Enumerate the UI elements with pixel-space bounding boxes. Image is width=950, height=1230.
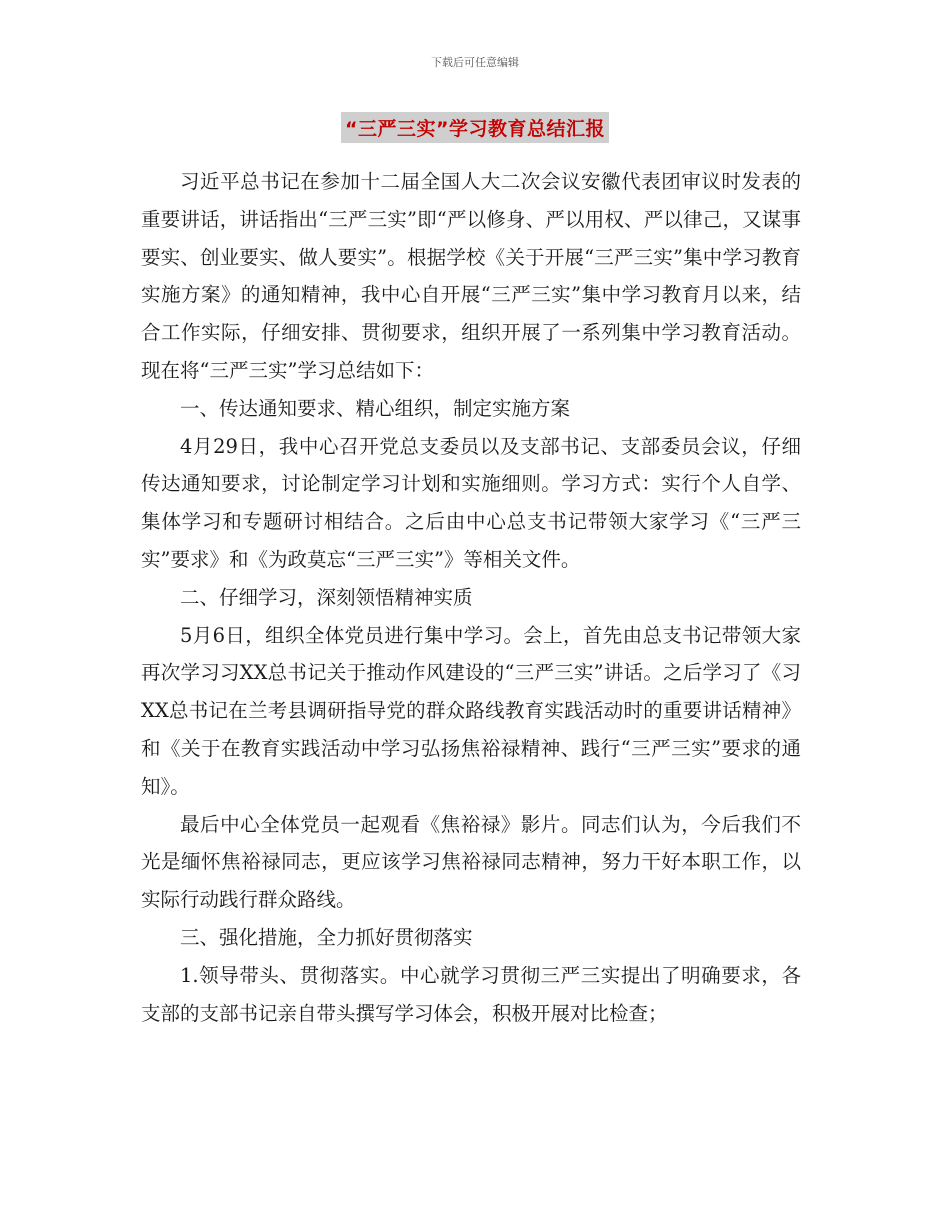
document-title: “三严三实”学习教育总结汇报: [341, 112, 609, 143]
title-container: [0, 112, 950, 143]
section-3-paragraph-1: 1.领导带头、贯彻落实。中心就学习贯彻三严三实提出了明确要求，各支部的支部书记亲自带头撰写学习体会，积极开展对比检查；: [141, 963, 801, 1025]
section-heading-1: 一、传达通知要求、精心组织，制定实施方案: [180, 396, 571, 420]
section-1-paragraph: 4月29日，我中心召开党总支委员以及支部书记、支部委员会议，仔细传达通知要求，讨论制定学习计划和实施细则。学习方式：实行个人自学、集体学习和专题研讨相结合。之后由中心总支书记带领大家学习《“三严三实”要求》和《为政莫忘“三严三实”》等相关文件。: [141, 434, 801, 571]
document-body: [141, 163, 801, 1032]
intro-paragraph: 习近平总书记在参加十二届全国人大二次会议安徽代表团审议时发表的重要讲话，讲话指出“三严三实”即“严以修身、严以用权、严以律己，又谋事要实、创业要实、做人要实”。根据学校《关于开展“三严三实”集中学习教育实施方案》的通知精神，我中心自开展“三严三实”集中学习教育月以来，结合工作实际，仔细安排、贯彻要求，组织开展了一系列集中学习教育活动。现在将“三严三实”学习总结如下：: [141, 170, 801, 382]
section-heading-3: 三、强化措施，全力抓好贯彻落实: [180, 925, 473, 949]
section-2-paragraph-2: 最后中心全体党员一起观看《焦裕禄》影片。同志们认为，今后我们不光是缅怀焦裕禄同志，更应该学习焦裕禄同志精神，努力干好本职工作，以实际行动践行群众路线。: [141, 812, 801, 912]
section-2-paragraph-1: 5月6日，组织全体党员进行集中学习。会上，首先由总支书记带领大家再次学习习XX总书记关于推动作风建设的“三严三实”讲话。之后学习了《习XX总书记在兰考县调研指导党的群众路线教育实践活动时的重要讲话精神》和《关于在教育实践活动中学习弘扬焦裕禄精神、践行“三严三实”要求的通知》。: [141, 623, 801, 798]
header-note: 下载后可任意编辑: [431, 56, 519, 69]
section-heading-2: 二、仔细学习，深刻领悟精神实质: [180, 585, 473, 609]
